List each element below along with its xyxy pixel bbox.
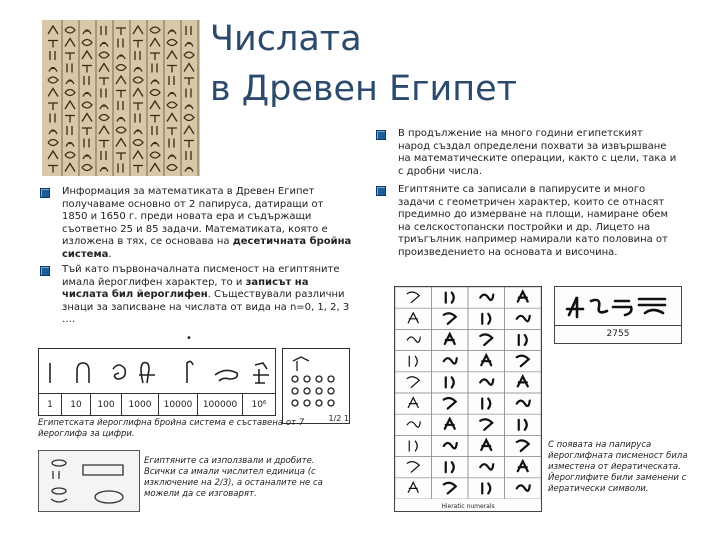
hieroglyph-mark	[150, 116, 160, 123]
hieroglyph-mark	[116, 127, 126, 133]
hieratic-example-2755	[554, 286, 682, 344]
hieroglyph-mark	[184, 141, 194, 148]
hieroglyph-mark	[169, 76, 174, 85]
hieroglyph-mark	[83, 155, 91, 159]
hieratic-cell	[505, 435, 542, 456]
hieroglyph-mark	[100, 105, 108, 109]
hieroglyph-mark	[82, 165, 92, 171]
hieroglyph-mark	[84, 139, 89, 148]
hieroglyph-mark	[152, 64, 157, 73]
hieratic-cell	[468, 414, 505, 435]
hieroglyph-mark	[184, 115, 194, 121]
hieratic-glyph	[446, 377, 454, 387]
hieratic-glyph	[519, 335, 527, 345]
hieratic-glyph	[408, 398, 418, 408]
hieratic-cell	[395, 351, 432, 372]
hieroglyph-mark	[150, 53, 160, 60]
hieroglyph-mark	[99, 64, 109, 72]
hieratic-cell	[468, 308, 505, 329]
hieratic-cell	[432, 287, 469, 308]
hieroglyph-mark	[118, 101, 123, 110]
hieroglyph-mark	[67, 64, 72, 73]
hieroglyph-mark	[48, 151, 58, 159]
hieratic-glyph	[446, 293, 454, 303]
hieratic-cell	[468, 287, 505, 308]
hieroglyph-mark	[186, 151, 191, 160]
hieroglyph-mark	[82, 114, 92, 122]
title-line-2: в Древен Египет	[210, 69, 518, 109]
hieratic-glyph	[444, 483, 456, 494]
hieroglyph-mark	[150, 27, 160, 33]
hieroglyph-mark	[133, 41, 143, 48]
hieratic-cell	[505, 393, 542, 414]
hieroglyph-mark	[134, 68, 142, 72]
hieratic-glyph	[409, 356, 417, 366]
hieratic-cell	[395, 287, 432, 308]
numeral-glyphs	[39, 349, 275, 393]
hieratic-cell	[432, 478, 469, 499]
hieratic-glyph	[407, 337, 420, 342]
hieratic-glyph	[517, 440, 529, 451]
hieroglyph-mark	[167, 66, 177, 73]
hieratic-label: Hieratic numerals	[441, 503, 495, 510]
hieroglyph-mark	[133, 26, 143, 34]
hieratic-glyph	[518, 461, 528, 471]
hieroglyph-mark	[50, 51, 55, 60]
hieratic-glyph	[517, 485, 530, 490]
hieroglyph-mark	[50, 114, 55, 123]
hieratic-glyph	[408, 482, 418, 492]
hieroglyph-mark	[48, 41, 58, 48]
hieroglyph-mark	[168, 30, 176, 34]
hieroglyph-mark	[99, 52, 109, 58]
hieroglyph-mark	[82, 51, 92, 59]
hieroglyph-mark	[150, 152, 160, 158]
hieratic-cell	[468, 393, 505, 414]
hieratic-cell	[395, 372, 432, 393]
papyrus-image	[42, 20, 200, 176]
hieratic-glyph-grid	[395, 287, 541, 499]
hieroglyph-mark	[118, 39, 123, 48]
hieroglyph-mark	[65, 164, 75, 172]
hieratic-glyph	[444, 398, 456, 409]
hieratic-glyph	[481, 355, 491, 365]
hieratic-cell	[395, 329, 432, 350]
numeral-value: 10⁶	[251, 400, 267, 410]
fraction-caption: Египтяните са използвали и дробите. Всички са имали числител единица (с изключение на 2/3), а останалите не са можели да се изговарят.	[144, 456, 323, 499]
hieroglyph-mark	[169, 139, 174, 148]
hieroglyph-mark	[65, 39, 75, 47]
numeral-values-row	[39, 393, 275, 416]
hieratic-cell	[432, 435, 469, 456]
hieroglyph-mark	[185, 168, 193, 172]
hieroglyph-mark	[116, 65, 126, 71]
hieratic-numerals-table	[394, 286, 542, 512]
hieroglyph-mark	[48, 89, 58, 97]
hieroglyph-mark	[48, 140, 58, 146]
hieroglyph-mark	[133, 89, 143, 97]
hieroglyph-mark	[151, 143, 159, 147]
hieroglyph-mark	[150, 39, 160, 47]
hieroglyph-mark	[101, 151, 106, 160]
hieroglyph-mark	[135, 51, 140, 60]
hieratic-example-glyphs	[555, 287, 681, 325]
hieroglyph-mark	[185, 105, 193, 109]
hieroglyph-mark	[117, 55, 125, 59]
hieratic-glyph	[480, 464, 493, 469]
hieroglyph-mark	[48, 26, 58, 34]
hieroglyph-mark	[49, 130, 57, 134]
hieratic-glyph	[519, 420, 527, 430]
hieroglyph-mark	[151, 80, 159, 84]
numeral-value: 1000	[122, 394, 159, 416]
hieratic-glyph	[518, 292, 528, 302]
hieroglyph-mark	[133, 103, 143, 110]
hieroglyph-mark	[65, 53, 75, 60]
hieratic-cell	[432, 372, 469, 393]
fraction-symbols	[39, 451, 139, 511]
hieroglyph-mark	[65, 90, 75, 96]
hieroglyph-mark	[99, 78, 109, 85]
bullet-icon	[40, 266, 50, 276]
numeral-value: 1	[39, 394, 62, 416]
hieroglyph-mark	[186, 89, 191, 98]
hieroglyph-mark	[133, 166, 143, 173]
hieroglyph-mark	[82, 40, 92, 46]
hieratic-cell	[432, 351, 469, 372]
hieroglyph-mark	[82, 102, 92, 108]
hieratic-cell	[432, 457, 469, 478]
hieroglyph-mark	[99, 115, 109, 121]
hieroglyph-mark	[48, 103, 58, 110]
bullet-icon	[376, 186, 386, 196]
hieratic-glyph	[409, 441, 417, 451]
hieroglyph-mark	[134, 130, 142, 134]
hieroglyph-mark	[49, 68, 57, 72]
hieroglyph-mark	[67, 126, 72, 135]
hieroglyph-mark	[150, 101, 160, 109]
hieroglyph-mark	[167, 51, 177, 59]
hieroglyph-mark	[83, 93, 91, 97]
hieratic-glyph	[517, 316, 530, 321]
hieroglyph-mark	[48, 166, 58, 173]
hieroglyph-mark	[65, 152, 75, 158]
hieratic-cell	[468, 478, 505, 499]
hieroglyph-mark	[117, 118, 125, 122]
hieratic-glyph	[480, 419, 492, 430]
hieroglyph-caption: Египетската йероглифна бройна система е съставена от 7 йероглифа за цифри.	[38, 418, 305, 439]
hieroglyph-mark	[99, 141, 109, 148]
hieroglyph-mark	[65, 101, 75, 109]
hieroglyph-mark	[152, 126, 157, 135]
bullet-icon	[40, 188, 50, 198]
hieratic-cell	[395, 414, 432, 435]
label-2755: 2755	[555, 325, 681, 343]
hieroglyph-mark	[133, 151, 143, 159]
hieratic-glyph	[480, 334, 492, 345]
hieratic-glyph	[407, 292, 419, 303]
hieroglyph-mark	[116, 76, 126, 84]
hieratic-glyph	[444, 443, 457, 448]
hieratic-glyph	[444, 358, 457, 363]
hieroglyph-mark	[168, 155, 176, 159]
right-bullet-2: Египтяните са записали в папирусите и много задачи с геометричен характер, които се отнасят предимно до измерване на площи, намиране обем на селскостопански постройки и др. Лицето на триъгълник например намирали като половина от произведението на основата и височина.	[398, 184, 668, 258]
hieratic-cell	[505, 414, 542, 435]
fraction-glyph-table	[282, 348, 350, 424]
hieroglyph-mark	[167, 114, 177, 122]
hieratic-cell	[505, 351, 542, 372]
hieratic-glyph	[480, 379, 493, 384]
numeral-value: 10000	[159, 394, 198, 416]
hieroglyph-mark	[66, 143, 74, 147]
hieratic-glyph	[445, 334, 455, 344]
hieratic-cell	[432, 393, 469, 414]
hieroglyph-mark	[116, 153, 126, 160]
hieratic-glyph	[446, 462, 454, 472]
numeral-value: 100000	[198, 394, 243, 416]
hieroglyph-mark	[184, 126, 194, 134]
hieroglyph-mark	[100, 168, 108, 172]
hieratic-cell	[395, 457, 432, 478]
hieratic-cell	[468, 329, 505, 350]
hieroglyph-mark	[133, 140, 143, 146]
hieroglyph-mark	[167, 40, 177, 46]
hieroglyph-mark	[48, 77, 58, 83]
hieratic-glyph	[480, 295, 493, 300]
hieroglyph-mark	[168, 93, 176, 97]
page-title	[210, 14, 517, 114]
hieratic-glyph	[445, 419, 455, 429]
hieratic-cell	[468, 457, 505, 478]
hieroglyph-mark	[116, 91, 126, 98]
hieroglyph-mark	[135, 114, 140, 123]
hieroglyph-mark	[118, 164, 123, 173]
hieroglyph-mark	[101, 89, 106, 98]
numeral-value: 100	[91, 394, 122, 416]
hieroglyph-mark	[167, 102, 177, 108]
hieratic-glyph	[407, 377, 419, 388]
hieroglyph-mark	[186, 26, 191, 35]
hieroglyph-mark	[184, 52, 194, 58]
hieratic-glyph	[482, 399, 490, 409]
bullet-icon	[376, 130, 386, 140]
hieratic-cell	[395, 435, 432, 456]
hieratic-glyph	[444, 313, 456, 324]
hieratic-glyph	[517, 401, 530, 406]
hieratic-cell	[468, 372, 505, 393]
hieroglyph-mark	[84, 76, 89, 85]
hieroglyph-mark	[101, 26, 106, 35]
hieroglyph-number-table	[38, 348, 276, 416]
title-line-1: Числата	[210, 19, 362, 59]
hieratic-glyph	[482, 314, 490, 324]
hieroglyph-mark	[150, 90, 160, 96]
hieroglyph-mark	[99, 126, 109, 134]
hieroglyph-mark	[167, 128, 177, 135]
numeral-value: 10	[62, 394, 91, 416]
hieroglyph-mark	[116, 28, 126, 35]
fraction-image	[38, 450, 140, 512]
hieroglyph-mark	[82, 128, 92, 135]
dot-marker: •	[186, 333, 192, 344]
hieroglyph-mark	[65, 27, 75, 33]
hieroglyph-mark	[83, 30, 91, 34]
right-bullet-1: В продължение на много години египетският народ създал определени похвати за извършване на математическите операции, както с цели, така и с дробни числа.	[398, 128, 677, 177]
hieratic-cell	[505, 329, 542, 350]
hieroglyph-mark	[133, 77, 143, 83]
hieratic-glyph	[482, 483, 490, 493]
hieratic-cell	[505, 308, 542, 329]
left-bullet-2: Тъй като първоначалната писменост на египтяните имала йероглифен характер, то и записът на числата бил йероглифен. Съществували различни знаци за записване на числата от вида на n=0, 1, 2, 3 ….	[62, 264, 350, 325]
hieratic-glyph	[518, 376, 528, 386]
hieratic-glyph	[407, 422, 420, 427]
hieratic-caption: С появата на папируса йероглифната писменост била изместена от йератическата. Йероглифите били заменени с йератически символи.	[548, 440, 688, 494]
left-bullet-1: Информация за математиката в Древен Египет получаваме основно от 2 папируса, датиращи от 1850 и 1650 г. преди новата ера и съдържащи съответно 25 и 85 задачи. Математиката, която е изложена в тях, се основава на десетичната бройна система.	[62, 186, 352, 260]
hieratic-cell	[432, 308, 469, 329]
papyrus-hieroglyphs	[42, 20, 200, 176]
hieratic-glyph	[408, 313, 418, 323]
hieroglyph-mark	[66, 80, 74, 84]
mini-label: 1/2 1	[328, 414, 349, 423]
hieroglyph-mark	[82, 66, 92, 73]
hieroglyph-mark	[150, 164, 160, 172]
hieroglyph-mark	[116, 139, 126, 147]
hieroglyph-mark	[184, 64, 194, 72]
hieratic-glyph	[481, 440, 491, 450]
fraction-glyphs	[283, 349, 349, 411]
hieroglyph-mark	[167, 165, 177, 171]
hieroglyph-mark	[184, 78, 194, 85]
hieroglyph-mark	[100, 43, 108, 47]
hieratic-glyph	[407, 462, 419, 473]
hieroglyph-mark	[185, 43, 193, 47]
hieroglyph-mark	[65, 116, 75, 123]
hieratic-cell	[505, 478, 542, 499]
hieratic-glyph	[517, 356, 529, 367]
